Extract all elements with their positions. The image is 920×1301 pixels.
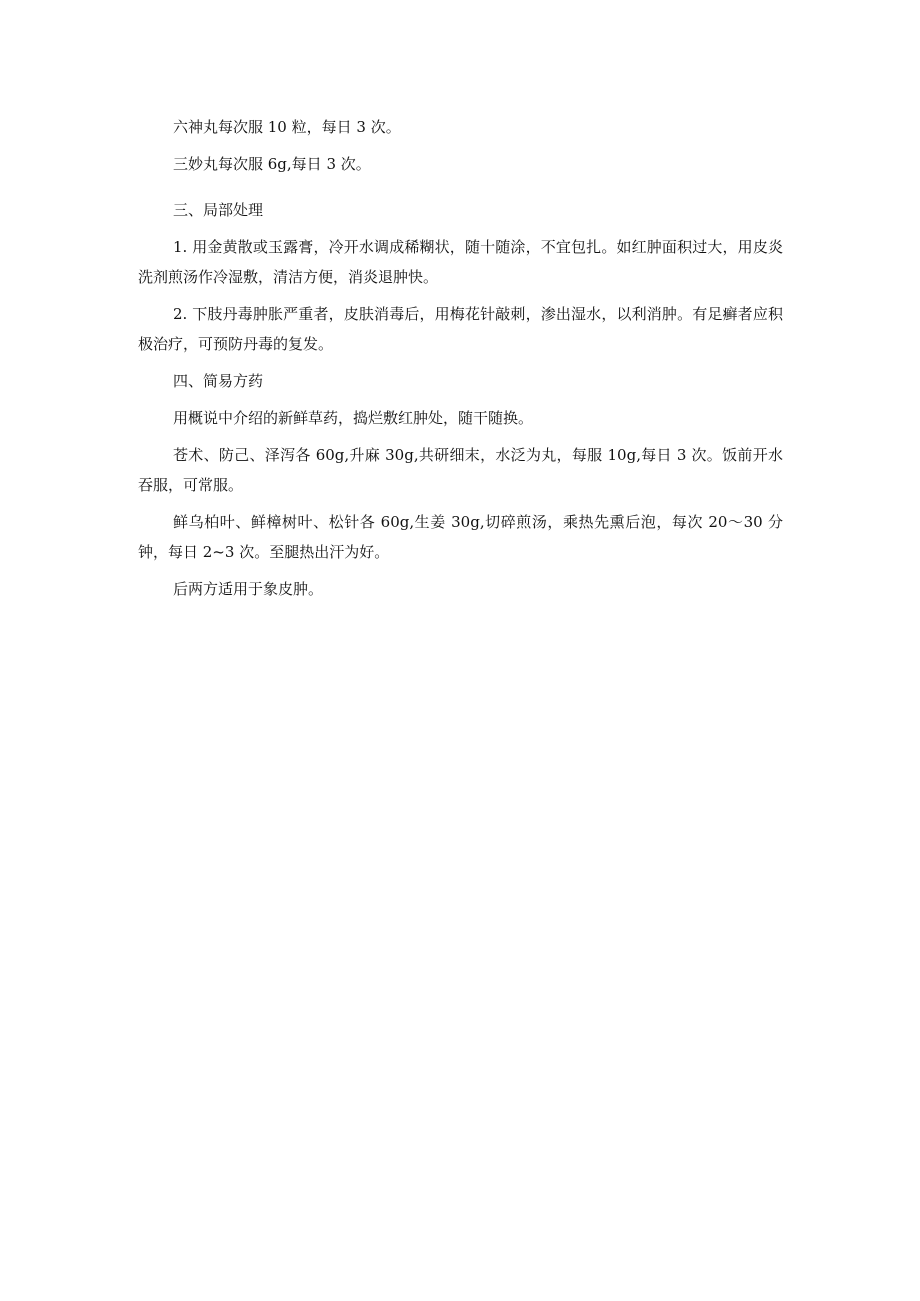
paragraph-elephantiasis-note: 后两方适用于象皮肿。	[173, 580, 324, 598]
paragraph-leaf-decoction-formula: 鲜乌柏叶、鲜樟树叶、松针各 60g,生姜 30g,切碎煎汤，乘热先熏后泡，每次 20～30 分钟，每日 2~3 次。至腿热出汗为好。	[138, 513, 783, 561]
paragraph-sanmiao-pill-dosage: 三妙丸每次服 6g,每日 3 次。	[173, 155, 371, 173]
paragraph-local-treatment-1: 1. 用金黄散或玉露膏，冷开水调成稀糊状，随十随涂，不宜包扎。如红肿面积过大，用皮炎洗剂煎汤作冷湿敷，清洁方便，消炎退肿快。	[138, 238, 783, 286]
paragraph-cangzhu-formula: 苍术、防己、泽泻各 60g,升麻 30g,共研细末，水泛为丸，每服 10g,每日 3 次。饭前开水吞服，可常服。	[138, 446, 783, 494]
section-heading-simple-prescriptions: 四、简易方药	[173, 372, 264, 390]
paragraph-liushen-pill-dosage: 六神丸每次服 10 粒，每日 3 次。	[173, 118, 401, 136]
paragraph-local-treatment-2: 2. 下肢丹毒肿胀严重者，皮肤消毒后，用梅花针敲刺，渗出湿水，以利消肿。有足癣者应积极治疗，可预防丹毒的复发。	[138, 305, 783, 353]
paragraph-fresh-herbs: 用概说中介绍的新鲜草药，捣烂敷红肿处，随干随换。	[173, 409, 534, 427]
document-body	[138, 112, 783, 611]
section-heading-local-treatment: 三、局部处理	[173, 201, 264, 219]
